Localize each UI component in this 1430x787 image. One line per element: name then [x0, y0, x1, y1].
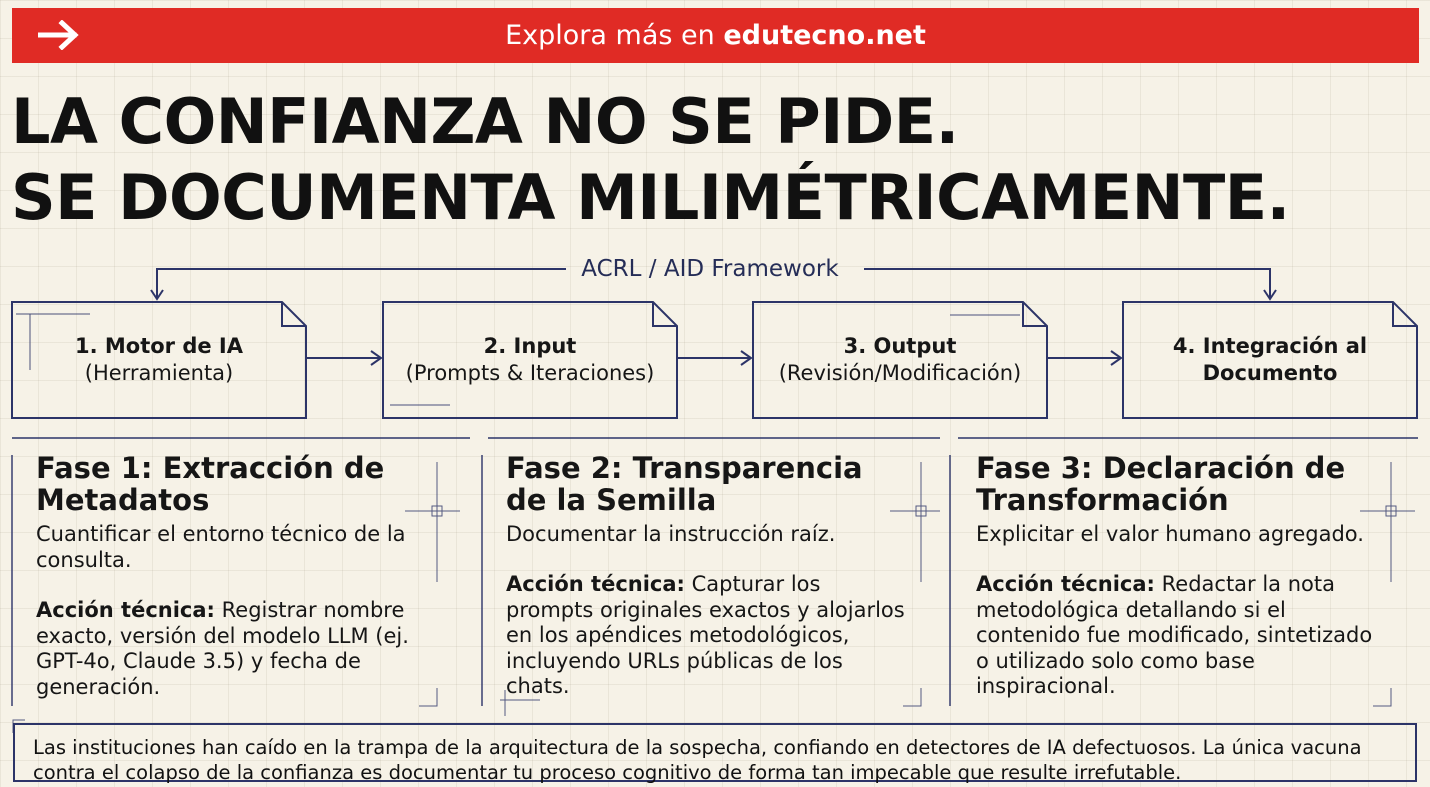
phase-2-action [506, 572, 906, 700]
headline-line-1: LA CONFIANZA NO SE PIDE. [11, 85, 959, 158]
step-2-subtitle: (Prompts & Iteraciones) [405, 361, 655, 385]
step-1-title: 1. Motor de IA [74, 334, 243, 358]
phase-3-action [976, 572, 1376, 700]
phase-1-action [36, 598, 436, 700]
footer-text: Las instituciones han caído en la trampa de la arquitectura de la sospecha, confiando en detectores de IA defectuosos. La única vacuna contra el colapso de la confianza es documentar tu proceso cognitivo de forma tan impecable que resulte irrefutable. [33, 736, 1362, 784]
phase-2-title: Fase 2: Transparencia de la Semilla [506, 451, 863, 517]
banner-site-link[interactable]: edutecno.net [723, 20, 926, 51]
framework-label: ACRL / AID Framework [581, 256, 839, 282]
phase-3-action-text: Redactar la nota metodológica detallando si el contenido fue modificado, sintetizado o utilizado solo como base inspiracional. [976, 572, 1373, 698]
footer-note [13, 723, 1417, 782]
phase-2 [506, 452, 906, 700]
framework-bracket-left [157, 269, 566, 298]
phase-3-action-label: Acción técnica: [976, 572, 1155, 596]
phase-1-goal: Cuantificar el entorno técnico de la consulta. [36, 522, 406, 572]
step-2 [383, 302, 677, 418]
step-1-subtitle: (Herramienta) [84, 361, 234, 385]
step-3 [753, 302, 1047, 418]
headline-line-2: SE DOCUMENTA MILIMÉTRICAMENTE. [11, 161, 1290, 234]
phase-1 [36, 452, 436, 700]
step-3-title: 3. Output [843, 334, 957, 358]
framework-bracket-right [864, 269, 1270, 298]
step-2-title: 2. Input [483, 334, 577, 358]
phase-3-goal: Explicitar el valor humano agregado. [976, 522, 1364, 546]
phase-3 [976, 452, 1376, 700]
step-4 [1160, 302, 1380, 418]
phase-2-action-text: Capturar los prompts originales exactos y alojarlos en los apéndices metodológicos, incluyendo URLs públicas de los chats. [506, 572, 905, 698]
phase-1-action-label: Acción técnica: [36, 598, 215, 622]
step-3-subtitle: (Revisión/Modificación) [778, 361, 1022, 385]
phase-2-goal: Documentar la instrucción raíz. [506, 522, 836, 546]
step-4-title: 4. Integración al Documento [1172, 334, 1368, 385]
banner-prefix: Explora más en [505, 20, 715, 51]
phase-2-action-label: Acción técnica: [506, 572, 685, 596]
phase-3-title: Fase 3: Declaración de Transformación [976, 451, 1346, 517]
step-1 [12, 302, 306, 418]
phase-1-action-text: Registrar nombre exacto, versión del modelo LLM (ej. GPT-4o, Claude 3.5) y fecha de generación. [36, 598, 409, 699]
phase-1-title: Fase 1: Extracción de Metadatos [36, 451, 385, 517]
